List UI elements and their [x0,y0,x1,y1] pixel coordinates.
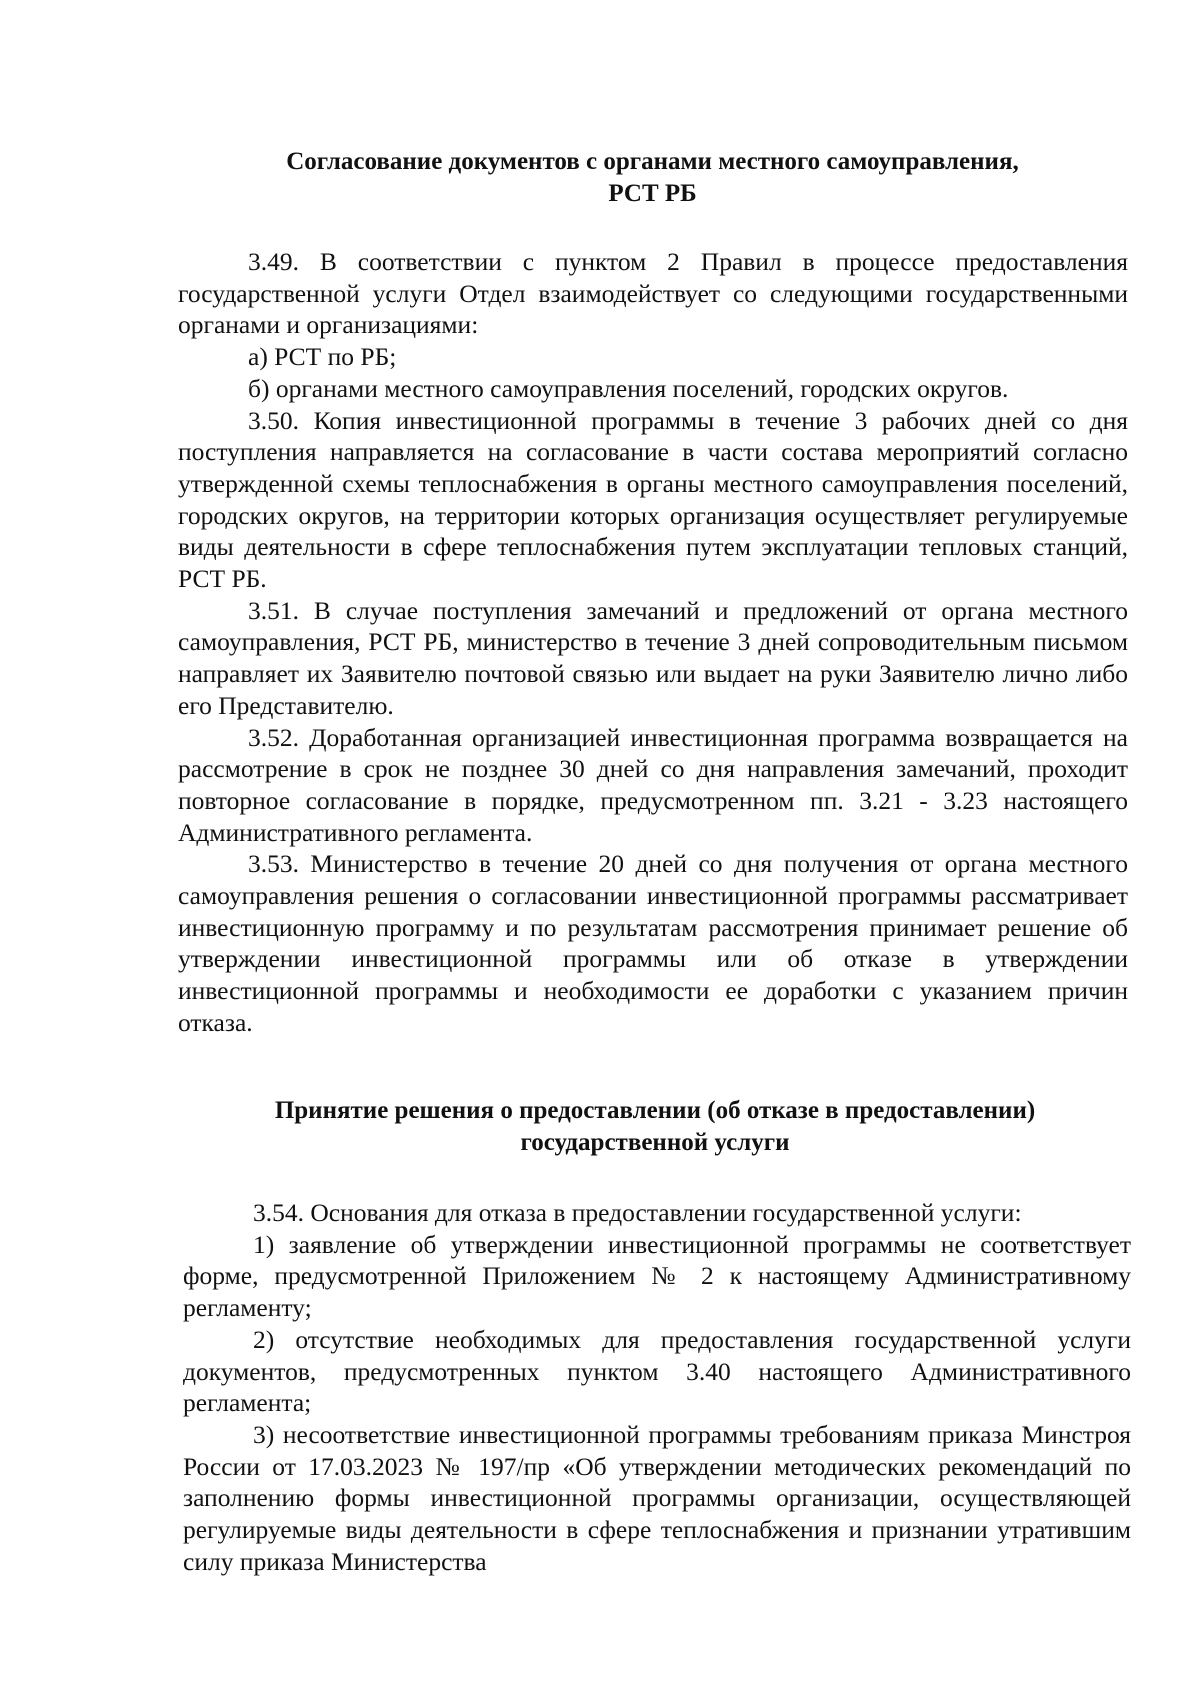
list-item-a: а) РСТ по РБ; [248,342,397,372]
section-body-decision [183,1197,1131,1577]
section-heading-coordination [170,146,1135,210]
paragraph-3-52: 3.52. Доработанная организацией инвестиционная программа возвращается на рассмотрение в срок не позднее 30 дней со дня направления замечаний, проходит повторное согласование в порядке, предусмотренном пп. 3.21 - 3.23 настоящего Административного регламента. [178,722,1128,847]
paragraph-3-51: 3.51. В случае поступления замечаний и предложений от органа местного самоуправления, РСТ РБ, министерство в течение 3 дней сопроводительным письмом направляет их Заявителю почтовой связью или выдает на руки Заявителю лично либо его Представителю. [178,595,1128,720]
paragraph-3-49: 3.49. В соответствии с пунктом 2 Правил в процессе предоставления государственной услуги Отдел взаимодействует со следующими государственными органами и организациями: [178,247,1128,340]
paragraph-3-54: 3.54. Основания для отказа в предоставлении государственной услуги: [253,1198,1022,1227]
paragraph-3-53: 3.53. Министерство в течение 20 дней со дня получения от органа местного самоуправления решения о согласовании инвестиционной программы рассматривает инвестиционную программу и по результатам рассмотрения принимает решение об утверждении инвестиционной программы или об отказе в утверждении инвестиционной программы и необходимости ее доработки с указанием причин отказа. [178,849,1128,1037]
heading-line: Согласование документов с органами местного самоуправления, [286,148,1019,175]
section-body-coordination [178,246,1128,1039]
heading-line: РСТ РБ [608,180,697,207]
refusal-reason-2: 2) отсутствие необходимых для предоставления государственной услуги документов, предусмотренных пунктом 3.40 настоящего Административного регламента; [183,1324,1131,1418]
heading-line: Принятие решения о предоставлении (об отказе в предоставлении) [274,1097,1036,1124]
paragraph-3-50: 3.50. Копия инвестиционной программы в течение 3 рабочих дней со дня поступления направляется на согласование в части состава мероприятий согласно утвержденной схемы теплоснабжения в органы местного самоуправления поселений, городских округов, на территории которых организация осуществляет регулируемые виды деятельности в сфере теплоснабжения путем эксплуатации тепловых станций, РСТ РБ. [178,405,1128,594]
heading-line: государственной услуги [520,1129,790,1156]
refusal-reason-1: 1) заявление об утверждении инвестиционной программы не соответствует форме, предусмотренной Приложением № 2 к настоящему Административному регламенту; [183,1229,1131,1323]
section-heading-decision [175,1095,1135,1159]
list-item-b: б) органами местного самоуправления поселений, городских округов. [248,373,1009,403]
refusal-reason-3: 3) несоответствие инвестиционной программы требованиям приказа Минстроя России от 17.03.2023 № 197/пр «Об утверждении методических рекомендаций по заполнению формы инвестиционной программы организации, осуществляющей регулируемые виды деятельности в сфере теплоснабжения и признании утратившим силу приказа Министерства [183,1419,1131,1576]
